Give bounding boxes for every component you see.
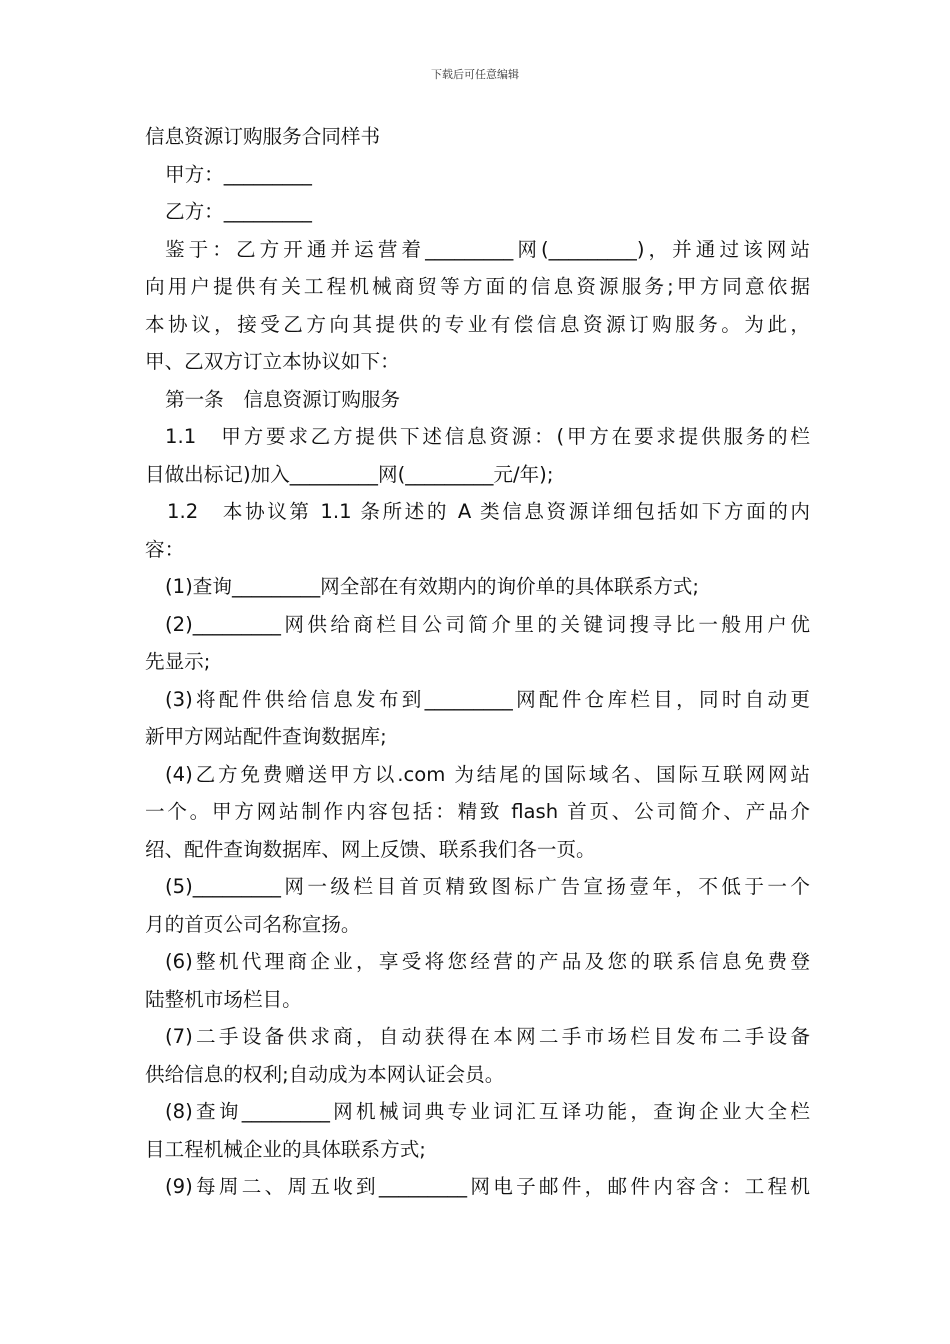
text-line: 绍、配件查询数据库、网上反馈、联系我们各一页。	[145, 837, 596, 861]
list-item: (7)二手设备供求商，自动获得在本网二手市场栏目发布二手设备	[165, 1025, 810, 1048]
article-heading: 第一条 信息资源订购服务	[165, 387, 401, 411]
contract-title: 信息资源订购服务合同样书	[145, 125, 381, 148]
list-item: (9)每周二、周五收到_________网电子邮件，邮件内容含：工程机	[165, 1175, 810, 1198]
text-line: 目做出标记)加入_________网(_________元/年);	[145, 462, 554, 486]
text-line: 新甲方网站配件查询数据库;	[145, 725, 387, 748]
list-item: (3)将配件供给信息发布到_________网配件仓库栏目，同时自动更	[165, 687, 810, 711]
list-item: (1)查询_________网全部在有效期内的询价单的具体联系方式;	[165, 575, 699, 598]
text-line: 陆整机市场栏目。	[145, 987, 302, 1011]
text-line: 先显示;	[145, 650, 211, 673]
list-item: (2)_________网供给商栏目公司简介里的关键词搜寻比一般用户优	[165, 612, 810, 636]
text-line: 向用户提供有关工程机械商贸等方面的信息资源服务;甲方同意依据	[145, 275, 810, 298]
text-line: 一个。甲方网站制作内容包括：精致 flash 首页、公司简介、产品介	[145, 800, 810, 823]
party-b-line: 乙方：_________	[165, 200, 312, 223]
list-item: (8)查询_________网机械词典专业词汇互译功能，查询企业大全栏	[165, 1100, 810, 1123]
list-item: (4)乙方免费赠送甲方以.com 为结尾的国际域名、国际互联网网站	[165, 762, 810, 786]
text-line: 甲、乙双方订立本协议如下：	[145, 350, 400, 373]
text-line: 本协议，接受乙方向其提供的专业有偿信息资源订购服务。为此，	[145, 312, 810, 336]
contract-body	[145, 118, 810, 1206]
text-line: 1.1 甲方要求乙方提供下述信息资源：(甲方在要求提供服务的栏	[165, 425, 810, 448]
text-line: 目工程机械企业的具体联系方式;	[145, 1137, 426, 1161]
page-header-note: 下载后可任意编辑	[431, 68, 519, 81]
text-line: 1.2 本协议第 1.1 条所述的 A 类信息资源详细包括如下方面的内	[167, 500, 810, 523]
list-item: (6)整机代理商企业，享受将您经营的产品及您的联系信息免费登	[165, 950, 810, 973]
text-line: 供给信息的权利;自动成为本网认证会员。	[145, 1062, 505, 1086]
text-line: 容：	[145, 537, 185, 561]
list-item: (5)_________网一级栏目首页精致图标广告宣扬壹年，不低于一个	[165, 875, 810, 898]
text-line: 鉴于：乙方开通并运营着_________网(_________)，并通过该网站	[165, 237, 810, 261]
party-a-line: 甲方：_________	[165, 162, 312, 186]
text-line: 月的首页公司名称宣扬。	[145, 912, 361, 936]
